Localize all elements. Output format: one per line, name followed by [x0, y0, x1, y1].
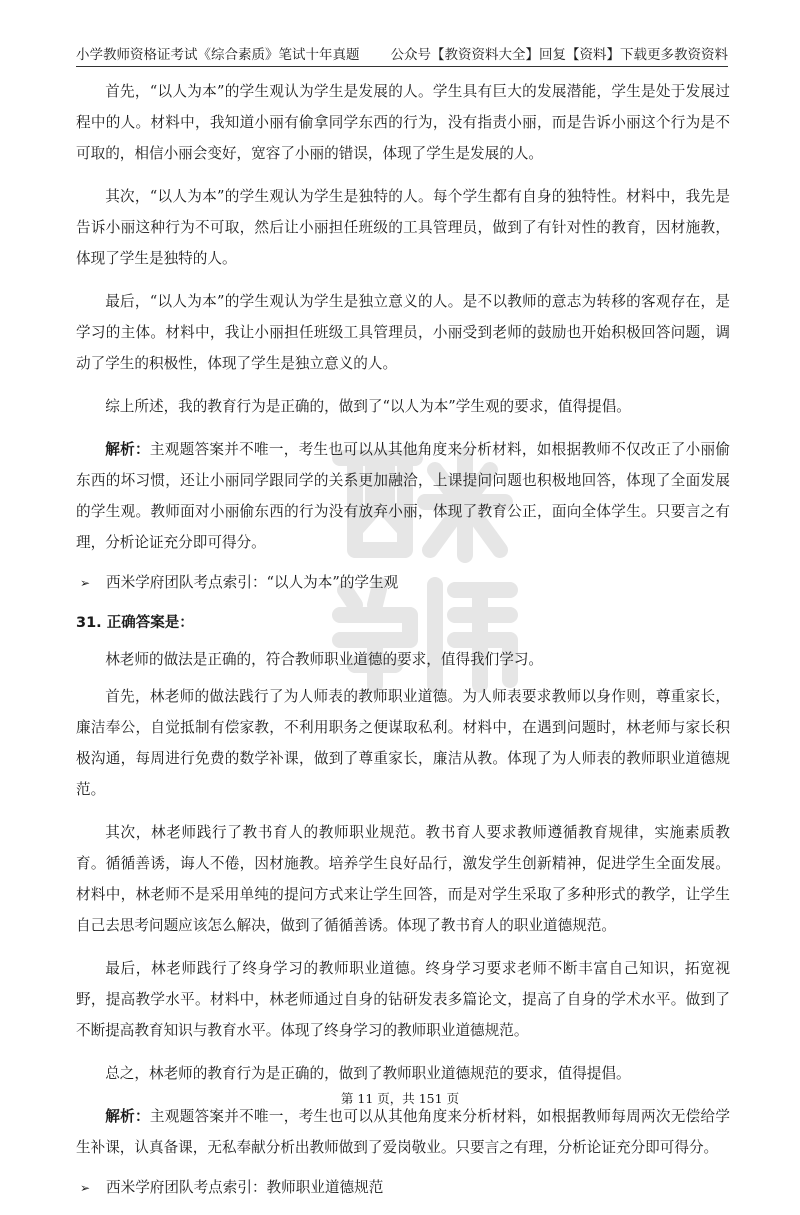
knowledge-index-text: 西米学府团队考点索引：“以人为本”的学生观 [106, 574, 399, 591]
analysis-label: 解析： [105, 441, 150, 458]
analysis-text: 主观题答案并不唯一，考生也可以从其他角度来分析材料，如根据教师不仅改正了小丽偷东西的坏习惯，还让小丽同学跟同学的关系更加融洽，上课提问问题也积极地回答，体现了全面发展的学生观。教师面对小丽偷东西的行为没有放弃小丽，体现了教育公正，面向全体学生。只要言之有理，分析论证充分即可得分。 [76, 441, 730, 551]
paragraph: 首先，“以人为本”的学生观认为学生是发展的人。学生具有巨大的发展潜能，学生是处于发展过程中的人。材料中，我知道小丽有偷拿同学东西的行为，没有指责小丽，而是告诉小丽这个行为是不可取的，相信小丽会变好，宽容了小丽的错误，体现了学生是发展的人。 [76, 83, 730, 162]
analysis-paragraph [76, 434, 730, 558]
header-promo-text: 公众号【教资资料大全】回复【资料】下载更多教资资料 [390, 47, 728, 63]
question-answer-title: 31. 正确答案是： [76, 615, 194, 631]
paragraph: 最后，林老师践行了终身学习的教师职业道德。终身学习要求老师不断丰富自己知识，拓宽视野，提高教学水平。材料中，林老师通过自身的钻研发表多篇论文，提高了自身的学术水平。做到了不断提高教育知识与教育水平。体现了终身学习的教师职业道德规范。 [76, 960, 730, 1039]
paragraph: 总之，林老师的教育行为是正确的，做到了教师职业道德规范的要求，值得提倡。 [105, 1065, 631, 1082]
paragraph: 其次，“以人为本”的学生观认为学生是独特的人。每个学生都有自身的独特性。材料中，我先是告诉小丽这种行为不可取，然后让小丽担任班级的工具管理员，做到了有针对性的教育，因材施教，体现了学生是独特的人。 [76, 188, 730, 267]
paragraph: 最后，“以人为本”的学生观认为学生是独立意义的人。是不以教师的意志为转移的客观存在，是学习的主体。材料中，我让小丽担任班级工具管理员，小丽受到老师的鼓励也开始积极回答问题，调动了学生的积极性，体现了学生是独立意义的人。 [76, 293, 730, 372]
analysis-text: 主观题答案并不唯一，考生也可以从其他角度来分析材料，如根据教师每周两次无偿给学生补课，认真备课，无私奉献分析出教师做到了爱岗敬业。只要言之有理，分析论证充分即可得分。 [76, 1108, 730, 1156]
analysis-label: 解析： [105, 1108, 150, 1125]
knowledge-index-text: 西米学府团队考点索引：教师职业道德规范 [106, 1179, 384, 1196]
knowledge-index [76, 1175, 730, 1201]
paragraph: 首先，林老师的做法践行了为人师表的教师职业道德。为人师表要求教师以身作则，尊重家长，廉洁奉公，自觉抵制有偿家教，不利用职务之便谋取私利。材料中，在遇到问题时，林老师与家长积极沟通，每周进行免费的数学补课，做到了尊重家长，廉洁从教。体现了为人师表的教师职业道德规范。 [76, 688, 730, 798]
page-number: 第 11 页，共 151 页 [340, 1091, 460, 1106]
page-header [76, 44, 728, 67]
knowledge-index [76, 570, 730, 596]
arrow-bullet-icon: ➢ [80, 576, 91, 590]
paragraph: 林老师的做法是正确的，符合教师职业道德的要求，值得我们学习。 [105, 651, 544, 668]
header-book-title: 小学教师资格证考试《综合素质》笔试十年真题 [76, 47, 360, 63]
arrow-bullet-icon: ➢ [80, 1181, 91, 1195]
page-content [76, 76, 730, 1215]
analysis-paragraph [76, 1101, 730, 1163]
paragraph: 综上所述，我的教育行为是正确的，做到了“以人为本”学生观的要求，值得提倡。 [105, 398, 631, 415]
paragraph: 其次，林老师践行了教书育人的教师职业规范。教书育人要求教师遵循教育规律，实施素质教育。循循善诱，诲人不倦，因材施教。培养学生良好品行，激发学生创新精神，促进学生全面发展。材料中，林老师不是采用单纯的提问方式来让学生回答，而是对学生采取了多种形式的教学，让学生自己去思考问题应该怎么解决，做到了循循善诱。体现了教书育人的职业道德规范。 [76, 824, 730, 934]
